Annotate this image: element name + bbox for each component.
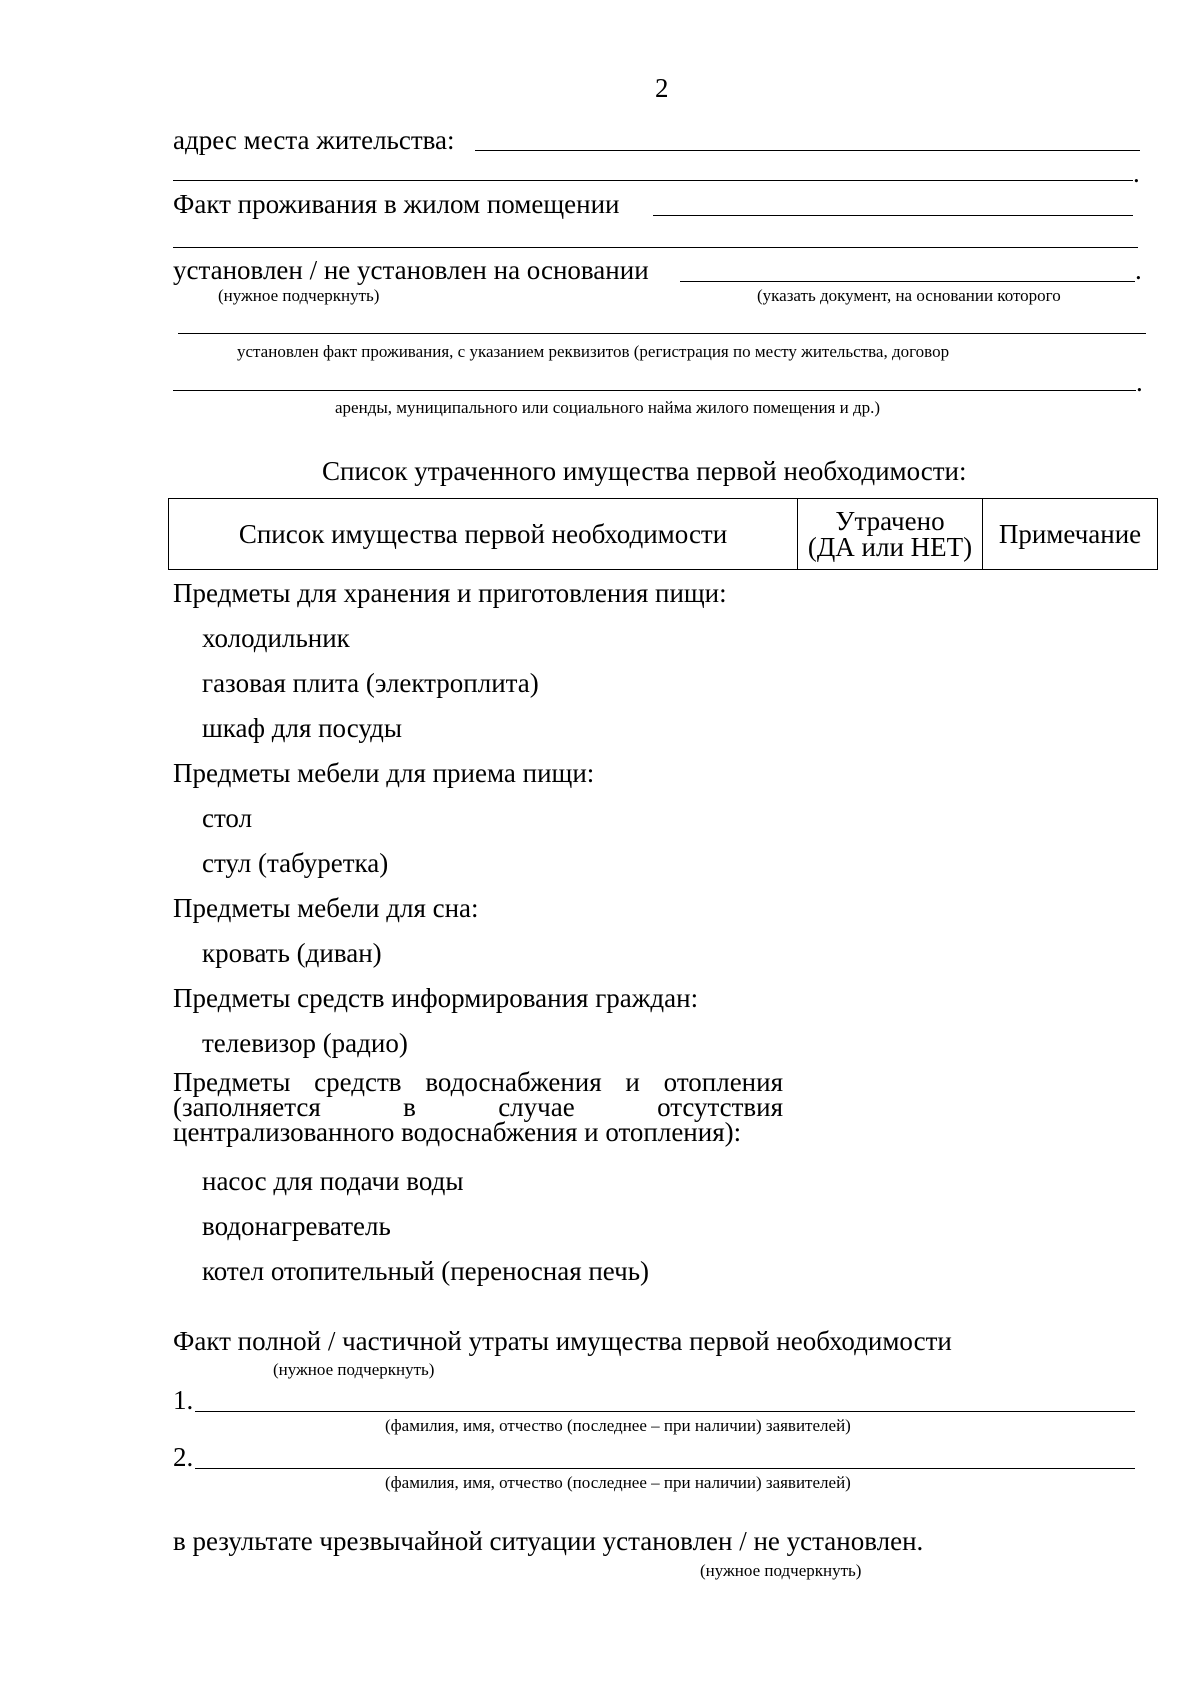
document-hint: (указать документ, на основании которого (757, 286, 1061, 305)
residence-basis-label: установлен / не установлен на основании (173, 255, 649, 285)
column-header-note: Примечание (983, 499, 1158, 570)
applicant-2-hint: (фамилия, имя, отчество (последнее – при наличии) заявителей) (385, 1473, 851, 1492)
document-field-line2[interactable] (173, 390, 1136, 391)
underline-hint: (нужное подчеркнуть) (218, 286, 380, 305)
residence-basis-field[interactable] (680, 281, 1135, 282)
applicant-1-field[interactable] (195, 1411, 1135, 1412)
group-title-sleep: Предметы мебели для сна: (173, 893, 479, 923)
address-field-line1[interactable] (475, 150, 1140, 151)
page-number: 2 (655, 73, 669, 103)
address-label: адрес места жительства: (173, 125, 455, 155)
applicant-2-field[interactable] (195, 1468, 1135, 1469)
residence-basis-end: . (1135, 255, 1142, 285)
applicant-2-number: 2. (173, 1442, 194, 1472)
group-title-eating: Предметы мебели для приема пищи: (173, 758, 595, 788)
group-title-info: Предметы средств информирования граждан: (173, 983, 699, 1013)
group-title-water: Предметы средств водоснабжения и отопления (заполняется в случае отсутствия централизованного водоснабжения и отопления): (173, 1067, 783, 1147)
loss-fact-hint: (нужное подчеркнуть) (273, 1360, 435, 1379)
column-header-lost: Утрачено (ДА или НЕТ) (798, 499, 983, 570)
document-hint-row2: установлен факт проживания, с указанием реквизитов (регистрация по месту жительства, договор (237, 342, 950, 361)
column-header-list: Список имущества первой необходимости (169, 499, 798, 570)
document-hint-row3: аренды, муниципального или социального найма жилого помещения и др.) (335, 398, 881, 417)
address-end-mark: . (1133, 158, 1140, 188)
list-item: кровать (диван) (202, 938, 382, 968)
list-item: холодильник (202, 623, 350, 653)
applicant-1-hint: (фамилия, имя, отчество (последнее – при наличии) заявителей) (385, 1416, 851, 1435)
residence-field-line1[interactable] (653, 215, 1133, 216)
list-item: телевизор (радио) (202, 1028, 408, 1058)
list-item: шкаф для посуды (202, 713, 403, 743)
address-field-line2[interactable] (173, 180, 1133, 181)
list-item: водонагреватель (202, 1211, 391, 1241)
group-title-food: Предметы для хранения и приготовления пищи: (173, 578, 727, 608)
residence-field-line2[interactable] (173, 247, 1138, 248)
list-item: газовая плита (электроплита) (202, 668, 539, 698)
property-table-header (168, 498, 1158, 570)
document-field-end: . (1136, 367, 1143, 397)
list-item: насос для подачи воды (202, 1166, 464, 1196)
conclusion-hint: (нужное подчеркнуть) (700, 1561, 862, 1580)
loss-fact-title: Факт полной / частичной утраты имущества первой необходимости (173, 1326, 952, 1356)
document-field-line1[interactable] (178, 333, 1146, 334)
applicant-1-number: 1. (173, 1385, 194, 1415)
list-title: Список утраченного имущества первой необходимости: (322, 456, 967, 486)
list-item: стол (202, 803, 253, 833)
residence-fact-label: Факт проживания в жилом помещении (173, 189, 620, 219)
conclusion-text: в результате чрезвычайной ситуации установлен / не установлен. (173, 1526, 924, 1556)
list-item: стул (табуретка) (202, 848, 389, 878)
list-item: котел отопительный (переносная печь) (202, 1256, 650, 1286)
